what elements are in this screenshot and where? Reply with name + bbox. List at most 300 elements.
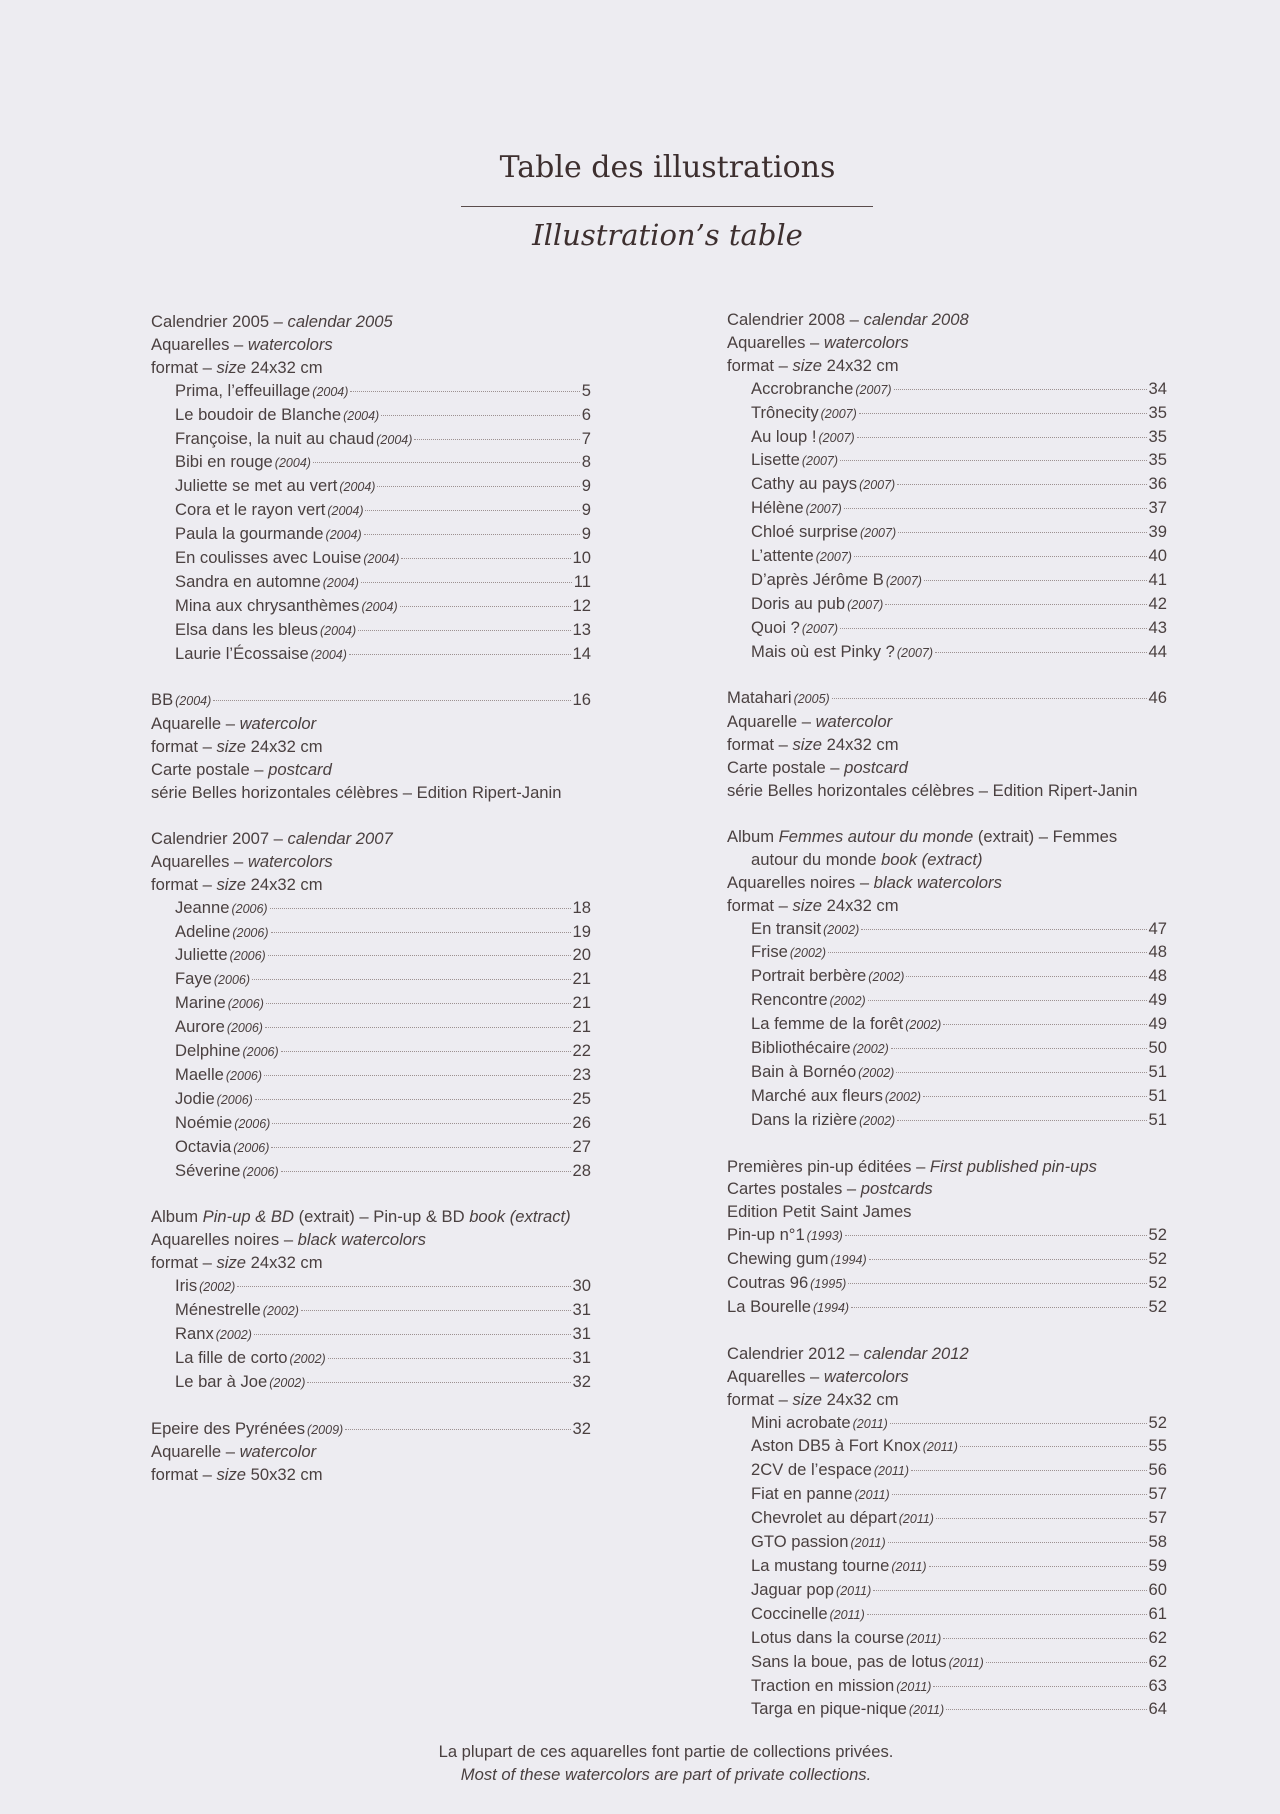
section-header-line bbox=[151, 736, 591, 759]
toc-entry bbox=[727, 1555, 1167, 1579]
entry-page: 11 bbox=[573, 571, 591, 591]
entry-year: (2011) bbox=[906, 1631, 942, 1646]
section-header-line bbox=[151, 1229, 591, 1252]
entry-year: (2002) bbox=[852, 1042, 889, 1057]
section-header-line bbox=[727, 1366, 1167, 1389]
header-italic: watercolor bbox=[239, 1442, 317, 1462]
entry-page: 8 bbox=[581, 452, 591, 472]
entry-title: Accrobranche bbox=[751, 378, 854, 398]
dot-leader bbox=[840, 628, 1147, 629]
dot-leader bbox=[328, 1358, 571, 1359]
header-text: format – bbox=[727, 1389, 793, 1409]
entry-title: Jaguar pop bbox=[751, 1579, 835, 1599]
entry-year: (2006) bbox=[213, 973, 251, 988]
toc-entry bbox=[151, 1160, 591, 1184]
entry-title: Coutras 96 bbox=[727, 1273, 809, 1293]
header-italic: watercolors bbox=[247, 334, 333, 354]
dot-leader bbox=[929, 1566, 1147, 1567]
entry-page: 46 bbox=[1148, 688, 1167, 708]
header-after: 24x32 cm bbox=[822, 735, 899, 755]
dot-leader bbox=[851, 1307, 1146, 1308]
header-after: (extrait) – Femmes bbox=[973, 826, 1118, 846]
header-text: Carte postale – bbox=[151, 760, 269, 780]
header-italic: postcard bbox=[844, 758, 908, 778]
dot-leader bbox=[857, 437, 1147, 438]
header-italic: size bbox=[216, 874, 246, 894]
dot-leader bbox=[255, 1099, 571, 1100]
entry-title: Laurie l’Écossaise bbox=[175, 643, 309, 663]
entry-title: Bibi en rouge bbox=[175, 452, 273, 472]
toc-section bbox=[151, 1418, 591, 1488]
header-italic: watercolors bbox=[823, 1366, 909, 1386]
dot-leader bbox=[867, 1614, 1147, 1615]
header-text: format – bbox=[151, 874, 217, 894]
header-italic: calendar 2008 bbox=[863, 310, 969, 329]
entry-title: Mini acrobate bbox=[751, 1412, 851, 1432]
header-italic: First published pin-ups bbox=[929, 1156, 1097, 1176]
title-divider bbox=[461, 206, 873, 207]
entry-title: Faye bbox=[175, 969, 212, 989]
header-after: 24x32 cm bbox=[246, 874, 323, 894]
header-after: 24x32 cm bbox=[822, 895, 899, 915]
entry-year: (2007) bbox=[855, 382, 892, 397]
dot-leader bbox=[924, 580, 1147, 581]
entry-title: Marché aux fleurs bbox=[751, 1085, 883, 1105]
entry-year: (2004) bbox=[312, 384, 349, 399]
toc-section bbox=[151, 1206, 591, 1394]
entry-title: Coccinelle bbox=[751, 1603, 828, 1623]
dot-leader bbox=[890, 1423, 1147, 1424]
entry-page: 28 bbox=[572, 1160, 591, 1180]
section-header-line bbox=[151, 357, 591, 380]
section-header-line bbox=[151, 828, 591, 851]
dot-leader bbox=[943, 1024, 1146, 1025]
dot-leader bbox=[868, 1000, 1147, 1001]
entry-page: 20 bbox=[572, 945, 591, 965]
entry-page: 56 bbox=[1148, 1460, 1167, 1480]
entry-page: 52 bbox=[1148, 1297, 1167, 1317]
dot-leader bbox=[350, 391, 579, 392]
header-italic: Femmes autour du monde bbox=[778, 826, 974, 846]
toc-entry bbox=[727, 1248, 1167, 1272]
entry-year: (2009) bbox=[307, 1422, 344, 1437]
entry-title: 2CV de l’espace bbox=[751, 1460, 872, 1480]
entry-year: (2002) bbox=[868, 970, 905, 985]
entry-year: (2006) bbox=[227, 997, 264, 1012]
entry-page: 21 bbox=[572, 1017, 591, 1037]
entry-page: 59 bbox=[1148, 1555, 1167, 1575]
toc-section bbox=[151, 689, 591, 805]
entry-page: 55 bbox=[1148, 1436, 1167, 1456]
toc-entry bbox=[727, 1224, 1167, 1248]
entry-page: 31 bbox=[572, 1300, 591, 1320]
entry-year: (2006) bbox=[216, 1092, 253, 1107]
entry-year: (2002) bbox=[199, 1280, 236, 1295]
header-text: Calendrier 2012 – bbox=[727, 1343, 864, 1363]
entry-page: 51 bbox=[1148, 1061, 1167, 1081]
entry-year: (2004) bbox=[325, 528, 362, 543]
toc-entry bbox=[727, 497, 1167, 521]
entry-page: 60 bbox=[1148, 1579, 1167, 1599]
entry-year: (2007) bbox=[801, 621, 839, 636]
entry-page: 57 bbox=[1148, 1484, 1167, 1504]
entry-year: (2007) bbox=[820, 406, 857, 421]
entry-page: 23 bbox=[572, 1064, 591, 1084]
dot-leader bbox=[268, 955, 571, 956]
entry-year: (1994) bbox=[830, 1253, 867, 1268]
entry-page: 57 bbox=[1148, 1508, 1167, 1528]
footer-note-fr: La plupart de ces aquarelles font partie de collections privées. bbox=[438, 1742, 894, 1761]
dot-leader bbox=[933, 1686, 1146, 1687]
dot-leader bbox=[381, 415, 580, 416]
toc-entry bbox=[727, 545, 1167, 569]
entry-title: Traction en mission bbox=[751, 1675, 895, 1695]
section-header-line bbox=[727, 711, 1167, 734]
toc-entry bbox=[151, 968, 591, 992]
entry-page: 18 bbox=[572, 897, 591, 917]
entry-page: 12 bbox=[572, 595, 591, 615]
dot-leader bbox=[894, 389, 1147, 390]
dot-leader bbox=[859, 413, 1147, 414]
toc-entry bbox=[727, 1272, 1167, 1296]
toc-entry bbox=[151, 921, 591, 945]
toc-entry bbox=[151, 1418, 591, 1442]
toc-entry bbox=[727, 1013, 1167, 1037]
toc-entry bbox=[151, 499, 591, 523]
toc-entry bbox=[727, 1507, 1167, 1531]
dot-leader bbox=[935, 652, 1147, 653]
toc-entry bbox=[727, 593, 1167, 617]
dot-leader bbox=[307, 1382, 570, 1383]
dot-leader bbox=[943, 1638, 1146, 1639]
footer-note bbox=[0, 1740, 1280, 1786]
section-header-line bbox=[727, 332, 1167, 355]
entry-page: 25 bbox=[572, 1088, 591, 1108]
header-italic: calendar 2005 bbox=[287, 312, 393, 331]
toc-entry bbox=[727, 1435, 1167, 1459]
toc-section bbox=[727, 1156, 1167, 1320]
entry-year: (2007) bbox=[815, 550, 852, 565]
header-text: Aquarelles – bbox=[727, 1366, 824, 1386]
entry-title: Juliette bbox=[175, 945, 228, 965]
entry-page: 44 bbox=[1148, 641, 1167, 661]
entry-page: 63 bbox=[1148, 1675, 1167, 1695]
entry-page: 41 bbox=[1148, 569, 1167, 589]
dot-leader bbox=[848, 1283, 1146, 1284]
dot-leader bbox=[401, 558, 570, 559]
toc-entry bbox=[151, 475, 591, 499]
header-after: 24x32 cm bbox=[246, 737, 323, 757]
entry-title: Lisette bbox=[751, 450, 800, 470]
entry-title: Paula la gourmande bbox=[175, 524, 324, 544]
dot-leader bbox=[844, 508, 1147, 509]
entry-title: Trônecity bbox=[751, 402, 819, 422]
toc-entry bbox=[151, 1275, 591, 1299]
entry-year: (2002) bbox=[829, 994, 866, 1009]
toc-entry bbox=[727, 1675, 1167, 1699]
dot-leader bbox=[892, 1494, 1147, 1495]
entry-year: (2007) bbox=[896, 645, 934, 660]
entry-year: (2004) bbox=[327, 504, 364, 519]
entry-page: 42 bbox=[1148, 593, 1167, 613]
toc-entry bbox=[151, 689, 591, 713]
dot-leader bbox=[265, 1027, 571, 1028]
entry-year: (2007) bbox=[859, 526, 897, 541]
dot-leader bbox=[271, 1147, 570, 1148]
entry-year: (2006) bbox=[229, 949, 266, 964]
dot-leader bbox=[377, 486, 579, 487]
header-text: Album bbox=[727, 826, 779, 846]
entry-page: 35 bbox=[1148, 426, 1167, 446]
entry-year: (1994) bbox=[812, 1301, 850, 1316]
entry-year: (2002) bbox=[905, 1018, 942, 1033]
section-header-line bbox=[151, 713, 591, 736]
header-italic: watercolors bbox=[823, 332, 909, 352]
dot-leader bbox=[906, 976, 1146, 977]
toc-entry bbox=[727, 918, 1167, 942]
entry-title: Jeanne bbox=[175, 897, 230, 917]
entry-title: Le bar à Joe bbox=[175, 1371, 268, 1391]
header-text: Cartes postales – bbox=[727, 1179, 861, 1199]
header-italic: size bbox=[792, 355, 822, 375]
header-text: format – bbox=[727, 355, 793, 375]
toc-entry bbox=[151, 1040, 591, 1064]
section-header-line bbox=[727, 1156, 1167, 1179]
entry-title: La fille de corto bbox=[175, 1347, 288, 1367]
header-after: 24x32 cm bbox=[246, 357, 323, 377]
footer-note-en: Most of these watercolors are part of private collections. bbox=[460, 1765, 872, 1784]
entry-title: Séverine bbox=[175, 1160, 241, 1180]
entry-title: Quoi ? bbox=[751, 617, 800, 637]
header-italic: book (extract) bbox=[881, 849, 983, 869]
dot-leader bbox=[252, 979, 571, 980]
dot-leader bbox=[364, 534, 580, 535]
header-text: série Belles horizontales célèbres – Edition Ripert-Janin bbox=[151, 783, 562, 803]
toc-section bbox=[151, 311, 591, 667]
entry-title: Dans la rizière bbox=[751, 1109, 858, 1129]
header-text: Premières pin-up éditées – bbox=[727, 1156, 930, 1176]
entry-year: (2004) bbox=[361, 599, 398, 614]
entry-year: (2011) bbox=[908, 1703, 945, 1718]
entry-year: (2007) bbox=[805, 502, 842, 517]
entry-year: (2004) bbox=[343, 408, 380, 423]
entry-title: Delphine bbox=[175, 1041, 241, 1061]
entry-year: (2006) bbox=[225, 1068, 263, 1083]
header-text: Edition Petit Saint James bbox=[727, 1202, 912, 1222]
entry-page: 9 bbox=[581, 524, 591, 544]
entry-page: 22 bbox=[572, 1041, 591, 1061]
dot-leader bbox=[845, 1235, 1147, 1236]
entry-year: (1995) bbox=[810, 1277, 847, 1292]
entry-title: Frise bbox=[751, 942, 788, 962]
dot-leader bbox=[313, 462, 580, 463]
header-text: format – bbox=[727, 895, 793, 915]
toc-entry bbox=[151, 992, 591, 1016]
toc-entry bbox=[727, 1531, 1167, 1555]
section-header-line bbox=[727, 1201, 1167, 1224]
entry-title: Françoise, la nuit au chaud bbox=[175, 428, 375, 448]
toc-entry bbox=[727, 1037, 1167, 1061]
header-after: 24x32 cm bbox=[822, 1389, 899, 1409]
entry-year: (2002) bbox=[859, 1113, 896, 1128]
entry-year: (2007) bbox=[818, 430, 855, 445]
entry-year: (2011) bbox=[873, 1464, 910, 1479]
header-italic: size bbox=[216, 357, 246, 377]
section-header-line bbox=[151, 1206, 591, 1229]
dot-leader bbox=[898, 532, 1146, 533]
toc-entry bbox=[727, 1603, 1167, 1627]
entry-year: (2007) bbox=[847, 597, 884, 612]
dot-leader bbox=[832, 698, 1147, 699]
entry-year: (2011) bbox=[898, 1512, 934, 1527]
entry-year: (2004) bbox=[363, 552, 400, 567]
entry-page: 39 bbox=[1148, 522, 1167, 542]
entry-title: L’attente bbox=[751, 546, 814, 566]
entry-page: 32 bbox=[572, 1371, 591, 1391]
dot-leader bbox=[923, 1096, 1147, 1097]
toc-entry bbox=[151, 523, 591, 547]
section-header-line bbox=[151, 1441, 591, 1464]
entry-year: (2006) bbox=[233, 1140, 270, 1155]
entry-page: 36 bbox=[1148, 474, 1167, 494]
entry-title: Portrait berbère bbox=[751, 966, 867, 986]
entry-title: Epeire des Pyrénées bbox=[151, 1418, 306, 1438]
entry-title: Chevrolet au départ bbox=[751, 1508, 897, 1528]
section-header-line bbox=[727, 1343, 1167, 1366]
header-italic: postcard bbox=[268, 760, 332, 780]
dot-leader bbox=[349, 654, 571, 655]
toc-entry bbox=[151, 1016, 591, 1040]
toc-entry bbox=[151, 1347, 591, 1371]
section-header-line bbox=[151, 782, 591, 805]
entry-title: Aurore bbox=[175, 1017, 225, 1037]
entry-page: 10 bbox=[572, 548, 591, 568]
toc-entry bbox=[727, 1085, 1167, 1109]
entry-page: 61 bbox=[1148, 1603, 1167, 1623]
dot-leader bbox=[854, 556, 1147, 557]
dot-leader bbox=[897, 1120, 1146, 1121]
entry-page: 43 bbox=[1148, 617, 1167, 637]
entry-page: 7 bbox=[581, 428, 591, 448]
dot-leader bbox=[885, 604, 1146, 605]
section-header-line bbox=[151, 334, 591, 357]
entry-page: 32 bbox=[572, 1418, 591, 1438]
entry-year: (1993) bbox=[806, 1229, 843, 1244]
entry-year: (2004) bbox=[175, 694, 212, 709]
toc-entry bbox=[727, 426, 1167, 450]
section-header-line bbox=[151, 1252, 591, 1275]
entry-page: 62 bbox=[1148, 1627, 1167, 1647]
header-text: Aquarelles – bbox=[727, 332, 824, 352]
entry-title: Matahari bbox=[727, 688, 792, 708]
toc-entry bbox=[151, 619, 591, 643]
section-header-line bbox=[727, 826, 1167, 849]
dot-leader bbox=[400, 606, 571, 607]
section-header-line bbox=[151, 851, 591, 874]
entry-title: Mina aux chrysanthèmes bbox=[175, 595, 360, 615]
header-italic: calendar 2012 bbox=[863, 1343, 969, 1363]
section-header-line bbox=[727, 1389, 1167, 1412]
entry-year: (2002) bbox=[262, 1304, 299, 1319]
entry-title: Doris au pub bbox=[751, 593, 846, 613]
entry-title: D’après Jérôme B bbox=[751, 569, 884, 589]
header-italic: calendar 2007 bbox=[287, 828, 393, 848]
header-text: Aquarelles noires – bbox=[151, 1230, 298, 1250]
entry-page: 40 bbox=[1148, 546, 1167, 566]
entry-page: 21 bbox=[572, 993, 591, 1013]
header-italic: watercolors bbox=[247, 851, 333, 871]
section-header-line bbox=[727, 1178, 1167, 1201]
entry-year: (2002) bbox=[858, 1065, 895, 1080]
header-italic: size bbox=[216, 737, 246, 757]
entry-page: 64 bbox=[1148, 1699, 1167, 1719]
entry-year: (2011) bbox=[852, 1416, 888, 1431]
header-text: Aquarelle – bbox=[727, 712, 816, 732]
entry-page: 14 bbox=[572, 643, 591, 663]
entry-title: Bain à Bornéo bbox=[751, 1061, 857, 1081]
entry-year: (2005) bbox=[793, 692, 830, 707]
entry-title: Cora et le rayon vert bbox=[175, 500, 326, 520]
header-italic: book (extract) bbox=[469, 1207, 571, 1227]
entry-year: (2011) bbox=[854, 1488, 890, 1503]
entry-title: Adeline bbox=[175, 921, 231, 941]
entry-year: (2004) bbox=[376, 432, 413, 447]
entry-title: Jodie bbox=[175, 1088, 215, 1108]
entry-year: (2011) bbox=[836, 1583, 872, 1598]
entry-page: 19 bbox=[572, 921, 591, 941]
dot-leader bbox=[986, 1662, 1147, 1663]
toc-entry bbox=[151, 428, 591, 452]
toc-entry bbox=[151, 1064, 591, 1088]
dot-leader bbox=[271, 932, 571, 933]
entry-title: Bibliothécaire bbox=[751, 1038, 851, 1058]
entry-title: Juliette se met au vert bbox=[175, 476, 338, 496]
entry-title: Chewing gum bbox=[727, 1249, 829, 1269]
entry-year: (2002) bbox=[269, 1375, 306, 1390]
section-header-line bbox=[151, 874, 591, 897]
entry-page: 48 bbox=[1148, 966, 1167, 986]
entry-page: 16 bbox=[572, 690, 591, 710]
dot-leader bbox=[301, 1310, 571, 1311]
entry-year: (2002) bbox=[823, 922, 860, 937]
toc-entry bbox=[151, 571, 591, 595]
entry-title: Pin-up n°1 bbox=[727, 1225, 805, 1245]
header-italic: size bbox=[792, 895, 822, 915]
dot-leader bbox=[911, 1470, 1146, 1471]
dot-leader bbox=[891, 1048, 1147, 1049]
left-column bbox=[151, 311, 591, 1510]
entry-page: 31 bbox=[572, 1347, 591, 1367]
dot-leader bbox=[254, 1334, 571, 1335]
dot-leader bbox=[414, 439, 579, 440]
entry-page: 26 bbox=[572, 1112, 591, 1132]
entry-page: 31 bbox=[572, 1323, 591, 1343]
entry-year: (2004) bbox=[319, 623, 357, 638]
entry-page: 35 bbox=[1148, 450, 1167, 470]
entry-title: Noémie bbox=[175, 1112, 233, 1132]
entry-page: 5 bbox=[581, 380, 591, 400]
dot-leader bbox=[266, 1003, 571, 1004]
entry-page: 37 bbox=[1148, 498, 1167, 518]
entry-page: 51 bbox=[1148, 1085, 1167, 1105]
toc-section bbox=[727, 826, 1167, 1133]
toc-entry bbox=[151, 547, 591, 571]
toc-entry bbox=[727, 1459, 1167, 1483]
dot-leader bbox=[873, 1590, 1146, 1591]
entry-year: (2011) bbox=[948, 1655, 984, 1670]
entry-title: Ménestrelle bbox=[175, 1300, 261, 1320]
entry-title: Fiat en panne bbox=[751, 1484, 853, 1504]
